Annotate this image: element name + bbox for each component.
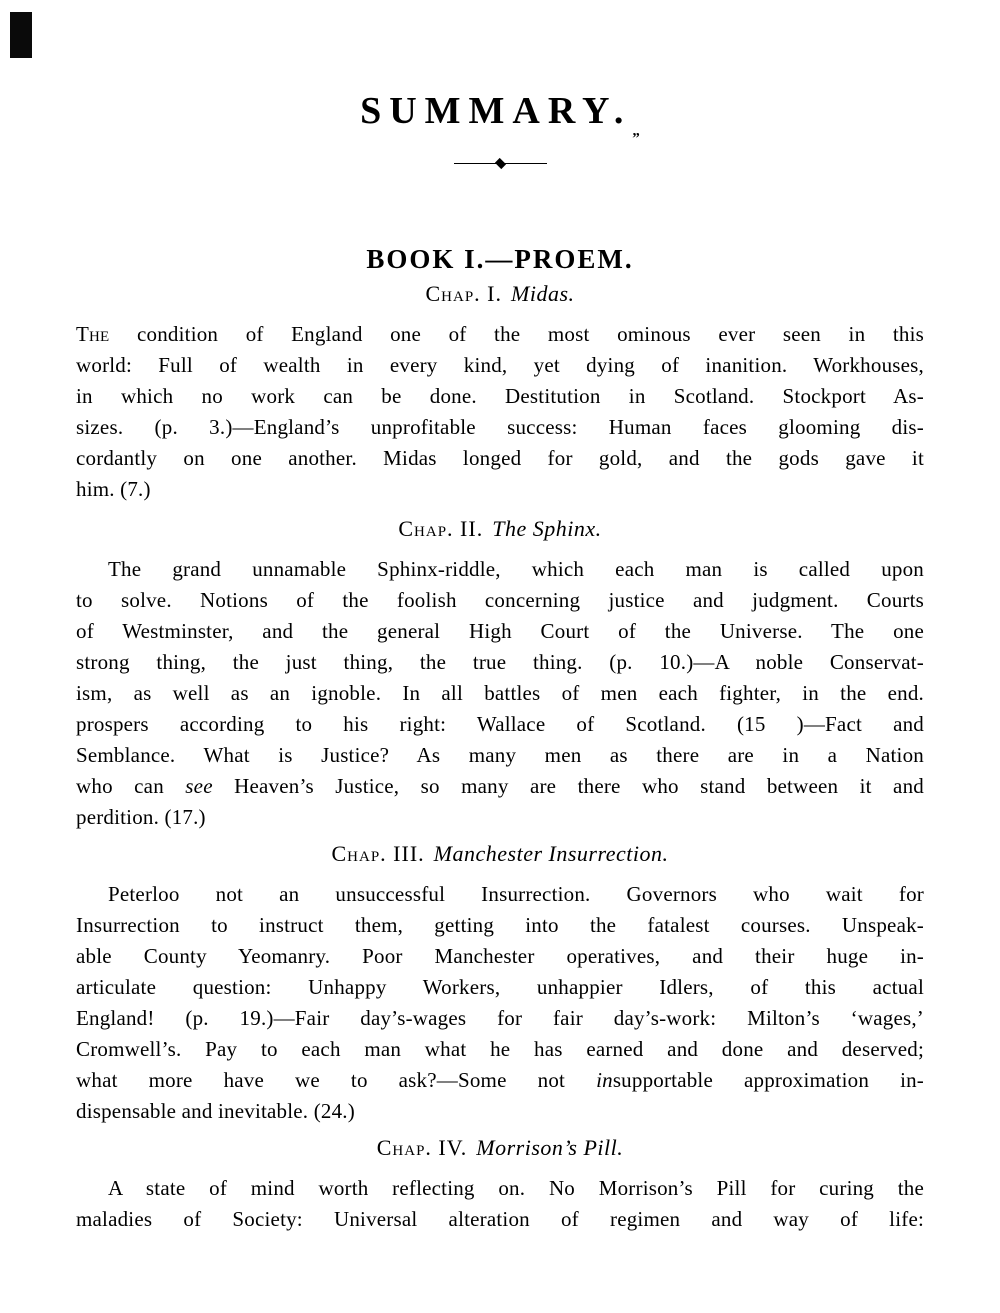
text-line [76, 554, 924, 585]
chapter-title: Manchester Insurrection. [433, 841, 669, 866]
body-text: strong thing, the just thing, the true thing. (p. 10.)—A noble Conservat- [76, 650, 924, 674]
body-text: England! (p. 19.)—Fair day’s-wages for fair day’s-work: Milton’s ‘wages,’ [76, 1006, 924, 1030]
text-line [76, 1204, 924, 1235]
body-text: him. (7.) [76, 477, 151, 501]
scan-artifact [10, 12, 32, 58]
body-text: to solve. Notions of the foolish concerning justice and judgment. Courts [76, 588, 924, 612]
chapter-section [76, 280, 924, 505]
chapter-summary-paragraph [76, 1173, 924, 1235]
text-line [76, 941, 924, 972]
body-text: Insurrection to instruct them, getting into the fatalest courses. Unspeak- [76, 913, 924, 937]
body-text: in which no work can be done. Destitution in Scotland. Stockport As- [76, 384, 924, 408]
section-divider [0, 157, 1000, 169]
text-line [76, 381, 924, 412]
title-flourish-mark: „ [632, 123, 640, 140]
body-text: who can [76, 774, 186, 798]
body-text: prospers according to his right: Wallace of Scotland. (15 )—Fact and [76, 712, 924, 736]
chapter-title: The Sphinx. [492, 516, 602, 541]
italic-text: in [596, 1068, 613, 1092]
text-line [76, 1034, 924, 1065]
body-text: A state of mind worth reflecting on. No Morrison’s Pill for curing the [108, 1176, 924, 1200]
chapter-label: Chap. IV. [376, 1135, 468, 1160]
text-line [76, 647, 924, 678]
text-line [76, 585, 924, 616]
body-text: maladies of Society: Universal alteration of regimen and way of life: [76, 1207, 924, 1231]
chapter-heading [76, 1134, 924, 1162]
chapter-label: Chap. I. [425, 281, 502, 306]
body-text: perdition. (17.) [76, 805, 206, 829]
chapter-label: Chap. II. [398, 516, 484, 541]
page-title-text: SUMMARY. [360, 90, 632, 133]
body-text: sizes. (p. 3.)—England’s unprofitable success: Human faces glooming dis- [76, 415, 924, 439]
smallcaps-text: The [76, 322, 110, 346]
text-line [76, 319, 924, 350]
text-line [76, 879, 924, 910]
text-line [76, 678, 924, 709]
text-line [76, 443, 924, 474]
body-text: dispensable and inevitable. (24.) [76, 1099, 355, 1123]
chapter-summary-paragraph [76, 879, 924, 1127]
text-line [76, 771, 924, 802]
text-line [76, 1003, 924, 1034]
text-line [76, 350, 924, 381]
body-text: cordantly on one another. Midas longed for gold, and the gods gave it [76, 446, 924, 470]
text-line [76, 616, 924, 647]
body-text: ism, as well as an ignoble. In all battles of men each fighter, in the end. [76, 681, 924, 705]
text-line [76, 709, 924, 740]
text-line [76, 910, 924, 941]
chapter-label: Chap. III. [331, 841, 425, 866]
chapter-title: Midas. [511, 281, 575, 306]
body-text: Peterloo not an unsuccessful Insurrection. Governors who wait for [108, 882, 924, 906]
text-line [76, 1173, 924, 1204]
chapter-section [76, 515, 924, 833]
text-line [76, 802, 924, 833]
body-text: supportable approximation in- [612, 1068, 924, 1092]
text-line [76, 474, 924, 505]
body-text: condition of England one of the most ominous ever seen in this [109, 322, 924, 346]
body-text: of Westminster, and the general High Court of the Universe. The one [76, 619, 924, 643]
text-line [76, 412, 924, 443]
chapter-heading [76, 280, 924, 308]
italic-text: see [185, 774, 213, 798]
page-title [0, 89, 1000, 153]
body-text: The grand unnamable Sphinx-riddle, which each man is called upon [108, 557, 924, 581]
chapter-title: Morrison’s Pill. [476, 1135, 624, 1160]
body-text: Semblance. What is Justice? As many men as there are in a Nation [76, 743, 924, 767]
chapter-section [76, 840, 924, 1127]
text-line [76, 1096, 924, 1127]
text-line [76, 1065, 924, 1096]
text-line [76, 740, 924, 771]
body-text: articulate question: Unhappy Workers, unhappier Idlers, of this actual [76, 975, 924, 999]
chapter-summary-paragraph [76, 554, 924, 833]
chapter-heading [76, 840, 924, 868]
body-text: able County Yeomanry. Poor Manchester operatives, and their huge in- [76, 944, 924, 968]
book-heading: BOOK I.—PROEM. [366, 244, 634, 275]
chapter-heading [76, 515, 924, 543]
chapter-summary-paragraph [76, 319, 924, 505]
chapter-section [76, 1134, 924, 1235]
divider-rule-left [454, 163, 498, 164]
body-text: Cromwell’s. Pay to each man what he has earned and done and deserved; [76, 1037, 924, 1061]
diamond-ornament-icon [494, 157, 505, 168]
body-text: what more have we to ask?—Some not [76, 1068, 597, 1092]
body-text: world: Full of wealth in every kind, yet dying of inanition. Workhouses, [76, 353, 924, 377]
text-line [76, 972, 924, 1003]
body-text: Heaven’s Justice, so many are there who stand between it and [212, 774, 924, 798]
divider-rule-right [503, 163, 547, 164]
